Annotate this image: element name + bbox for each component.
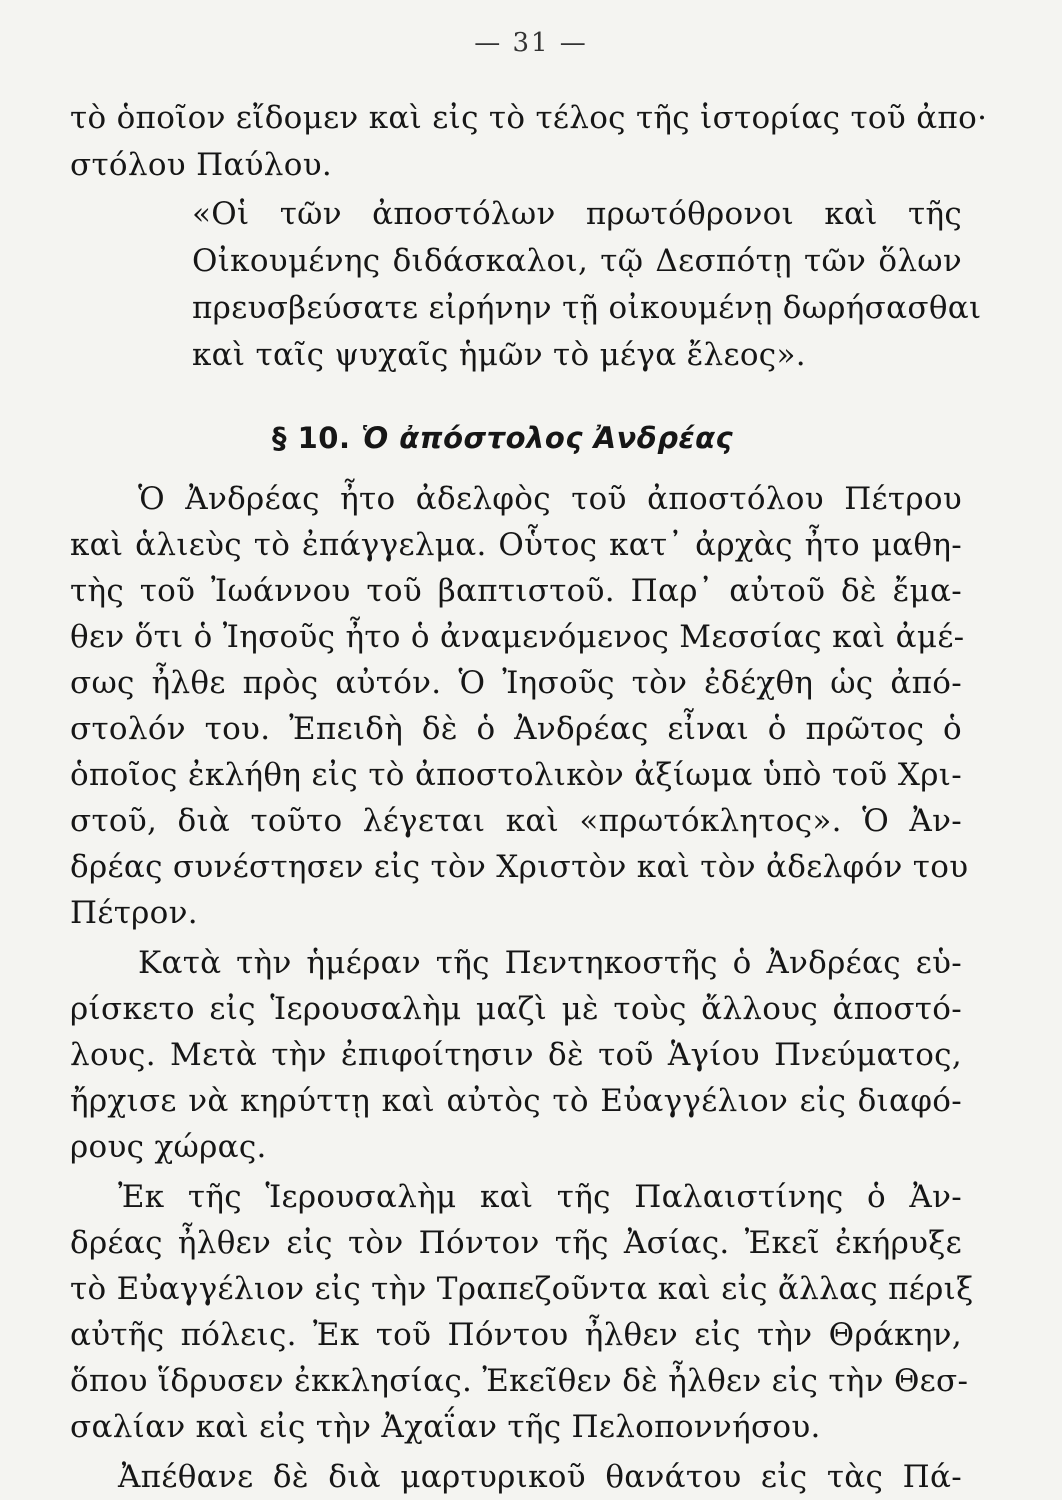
intro-line-2: στόλου Παύλου.	[70, 147, 333, 183]
p3-line-5: ὅπου ἵδρυσεν ἐκκλησίας. Ἐκεῖθεν δὲ ἦλθεν εἰς τὴν Θεσ-	[70, 1363, 969, 1399]
hymn-line-1: «Οἱ τῶν ἀποστόλων πρωτόθρονοι καὶ τῆς	[192, 196, 962, 232]
p2-line-2: ρίσκετο εἰς Ἱερουσαλὴμ μαζὶ μὲ τοὺς ἄλλους ἀποστό-	[70, 991, 962, 1027]
p1-line-9: δρέας συνέστησεν εἰς τὸν Χριστὸν καὶ τὸν ἀδελφόν του	[70, 849, 969, 885]
p4-line-1: Ἀπέθανε δὲ διὰ μαρτυρικοῦ θανάτου εἰς τὰς Πά-	[118, 1459, 962, 1495]
p2-line-1: Κατὰ τὴν ἡμέραν τῆς Πεντηκοστῆς ὁ Ἀνδρέας εὑ-	[138, 945, 962, 981]
hymn-line-2: Οἰκουμένης διδάσκαλοι, τῷ Δεσπότῃ τῶν ὅλων	[192, 243, 962, 279]
section-heading	[272, 418, 733, 458]
p3-line-6: σαλίαν καὶ εἰς τὴν Ἀχαΐαν τῆς Πελοποννήσου.	[70, 1409, 821, 1445]
p3-line-4: αὐτῆς πόλεις. Ἐκ τοῦ Πόντου ἦλθεν εἰς τὴν Θράκην,	[70, 1317, 962, 1353]
intro-line-1: τὸ ὁποῖον εἴδομεν καὶ εἰς τὸ τέλος τῆς ἱστορίας τοῦ ἀπο·	[70, 100, 988, 136]
p1-line-3: τὴς τοῦ Ἰωάννου τοῦ βαπτιστοῦ. Παρ᾽ αὐτοῦ δὲ ἔμα-	[70, 573, 962, 609]
p1-line-10: Πέτρον.	[70, 895, 198, 931]
p2-line-3: λους. Μετὰ τὴν ἐπιφοίτησιν δὲ τοῦ Ἁγίου Πνεύματος,	[70, 1037, 962, 1073]
p3-line-2: δρέας ἦλθεν εἰς τὸν Πόντον τῆς Ἀσίας. Ἐκεῖ ἐκήρυξε	[70, 1225, 962, 1261]
hymn-line-3: πρευσβεύσατε εἰρήνην τῇ οἰκουμένῃ δωρήσασθαι	[192, 290, 982, 326]
section-number: § 10.	[272, 421, 351, 455]
p1-line-7: ὁποῖος ἐκλήθη εἰς τὸ ἀποστολικὸν ἀξίωμα ὑπὸ τοῦ Χρι-	[70, 757, 962, 793]
p1-line-8: στοῦ, διὰ τοῦτο λέγεται καὶ «πρωτόκλητος». Ὁ Ἀν-	[70, 803, 962, 839]
p1-line-4: θεν ὅτι ὁ Ἰησοῦς ἦτο ὁ ἀναμενόμενος Μεσσίας καὶ ἀμέ-	[70, 619, 965, 655]
p1-line-6: στολόν του. Ἐπειδὴ δὲ ὁ Ἀνδρέας εἶναι ὁ πρῶτος ὁ	[70, 711, 962, 747]
p1-line-2: καὶ ἁλιεὺς τὸ ἐπάγγελμα. Οὗτος κατ᾽ ἀρχὰς ἦτο μαθη-	[70, 527, 962, 563]
p2-line-4: ἤρχισε νὰ κηρύττῃ καὶ αὐτὸς τὸ Εὐαγγέλιον εἰς διαφό-	[70, 1083, 962, 1119]
hymn-line-4: καὶ ταῖς ψυχαῖς ἡμῶν τὸ μέγα ἔλεος».	[192, 337, 806, 373]
p1-line-5: σως ἦλθε πρὸς αὐτόν. Ὁ Ἰησοῦς τὸν ἐδέχθη ὡς ἀπό-	[70, 665, 962, 701]
section-title: Ὁ ἀπόστολος Ἀνδρέας	[361, 421, 734, 455]
p1-line-1: Ὁ Ἀνδρέας ἦτο ἀδελφὸς τοῦ ἀποστόλου Πέτρου	[138, 481, 962, 517]
page-number: — 31 —	[474, 28, 588, 58]
p3-line-1: Ἐκ τῆς Ἱερουσαλὴμ καὶ τῆς Παλαιστίνης ὁ Ἀν-	[118, 1179, 962, 1215]
p2-line-5: ρους χώρας.	[70, 1129, 267, 1165]
p3-line-3: τὸ Εὐαγγέλιον εἰς τὴν Τραπεζοῦντα καὶ εἰς ἄλλας πέριξ	[70, 1271, 974, 1307]
